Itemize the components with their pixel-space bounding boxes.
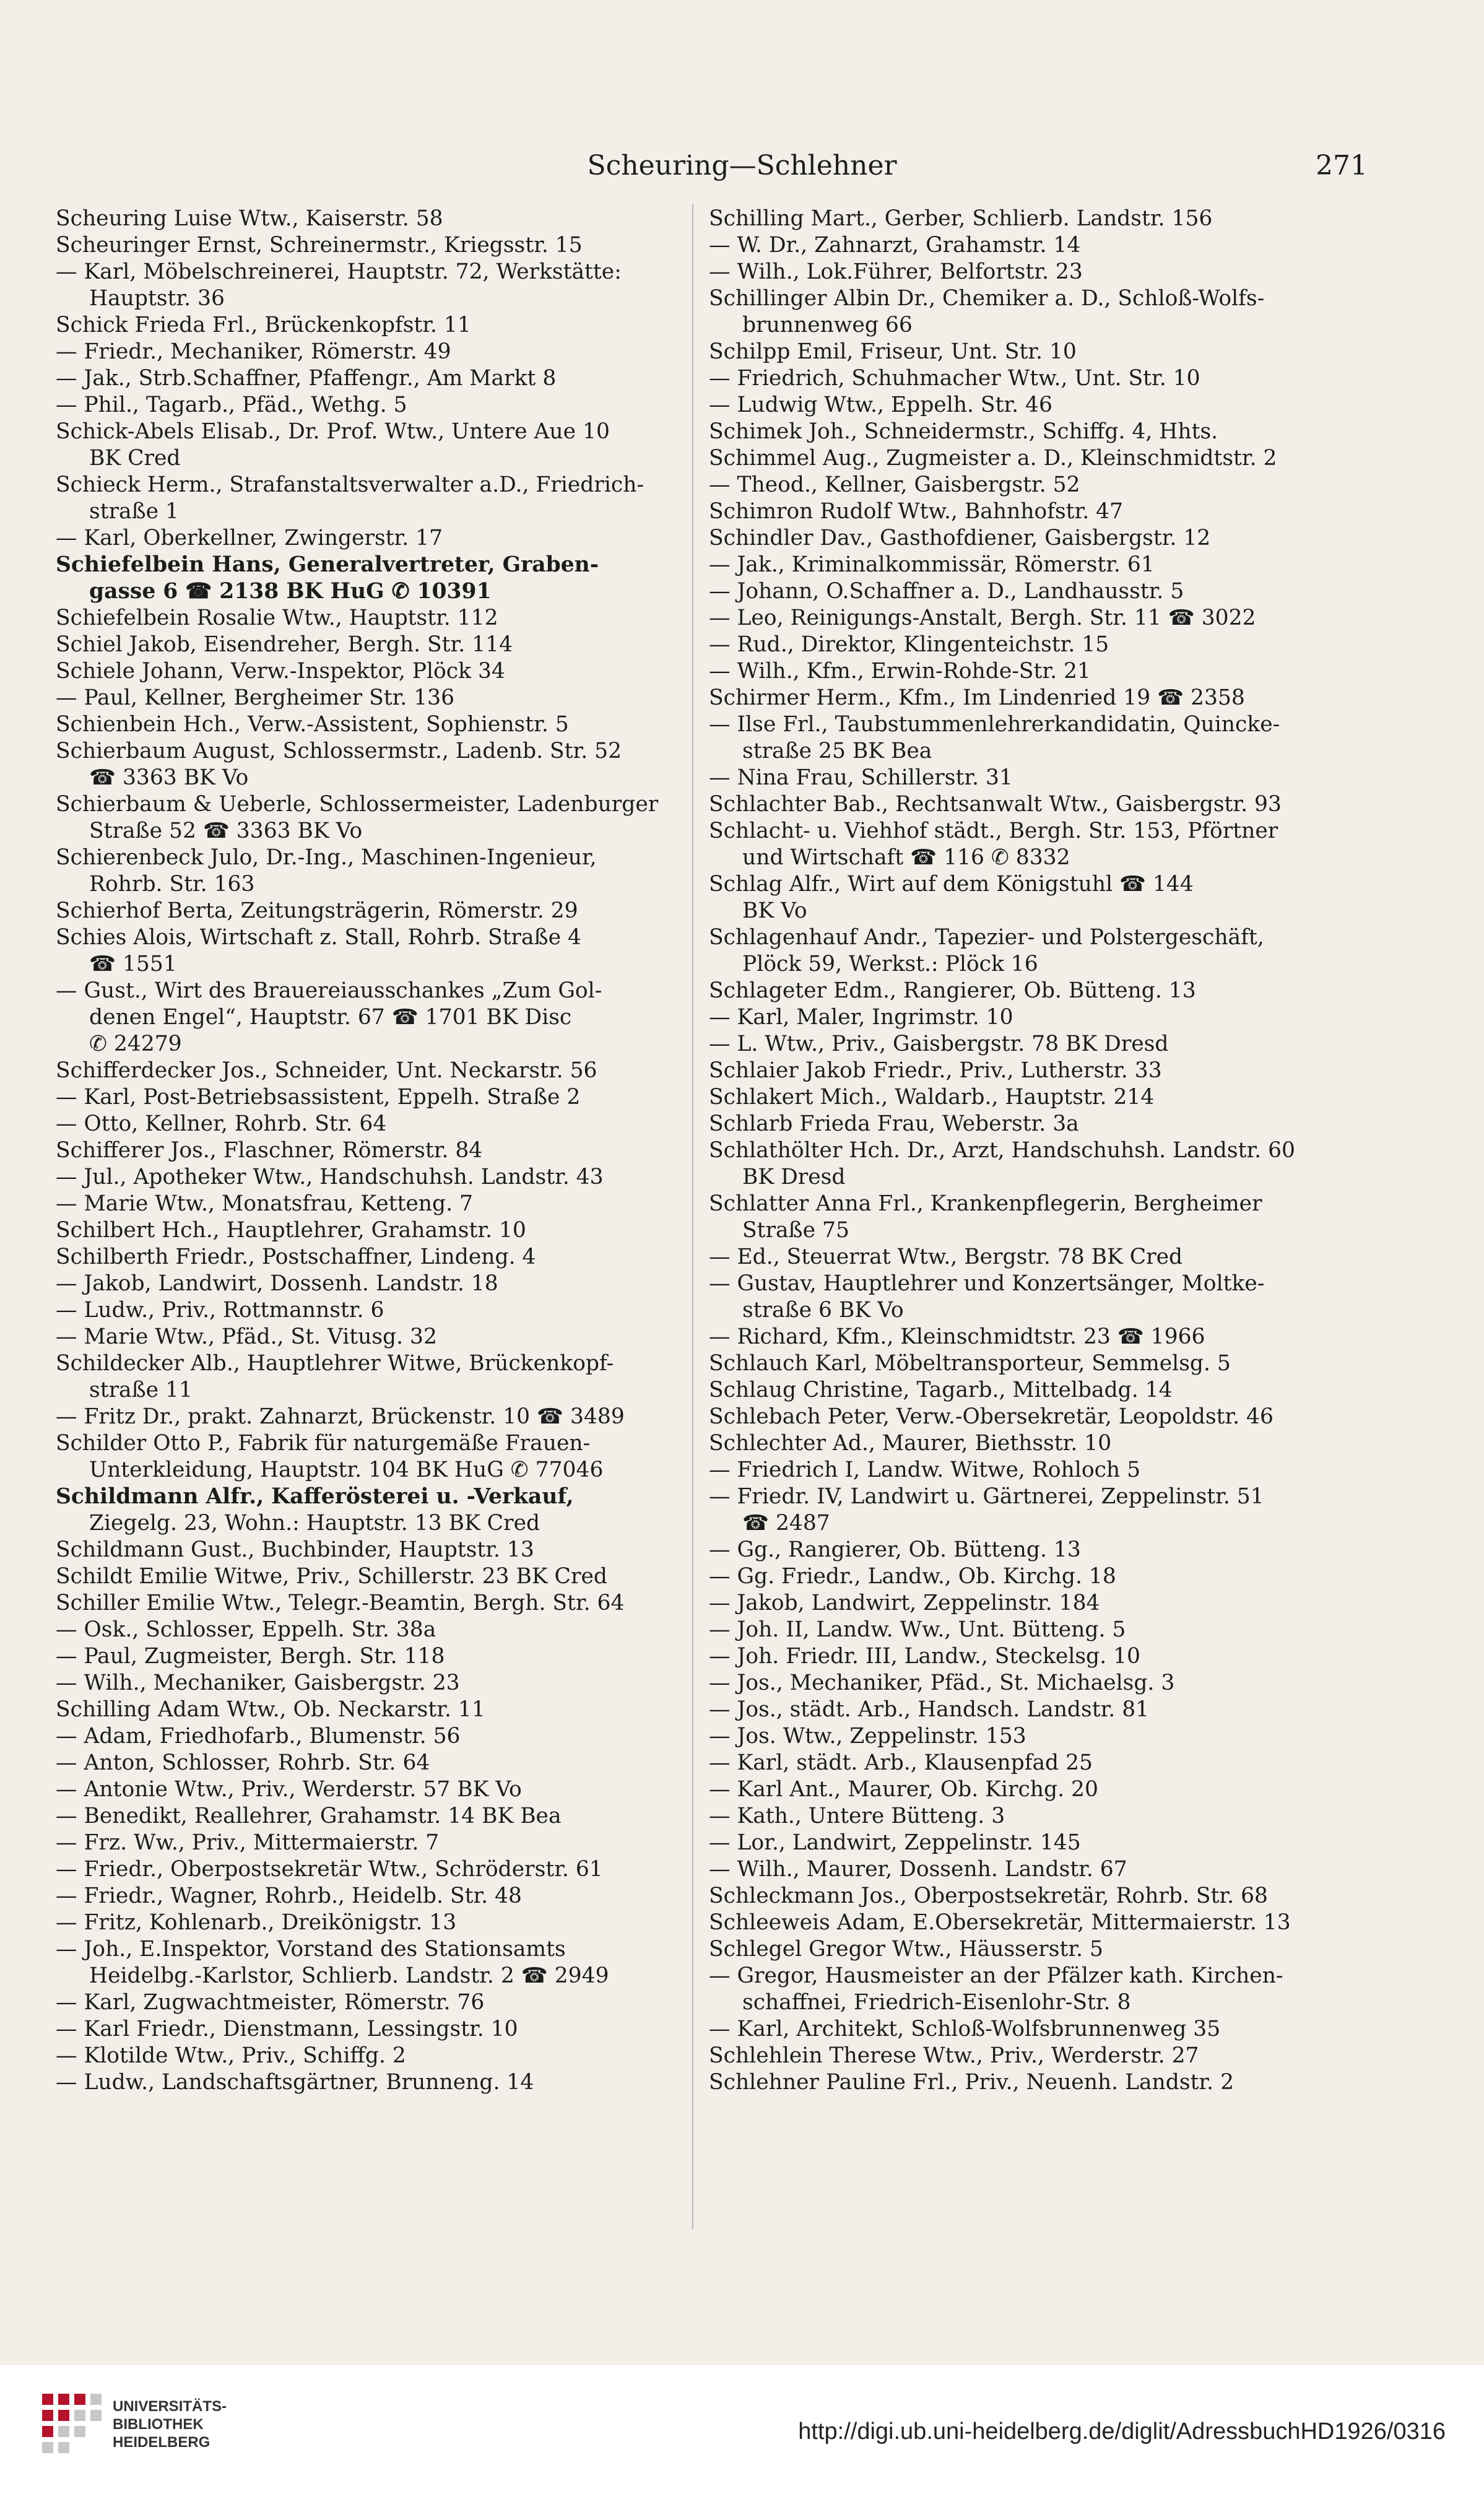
directory-entry-continuation: Heidelbg.-Karlstor, Schlierb. Landstr. 2 ☎ 2949 <box>89 1963 609 1988</box>
directory-entry: — Wilh., Mechaniker, Gaisbergstr. 23 <box>56 1671 460 1695</box>
directory-entry: Schlarb Frieda Frau, Weberstr. 3a <box>709 1111 1079 1136</box>
directory-entry: Scheuring Luise Wtw., Kaiserstr. 58 <box>56 206 443 231</box>
directory-entry: — Marie Wtw., Monatsfrau, Ketteng. 7 <box>56 1191 473 1216</box>
directory-entry: — Friedrich, Schuhmacher Wtw., Unt. Str. 10 <box>709 366 1200 391</box>
directory-entry: Schierhof Berta, Zeitungsträgerin, Römerstr. 29 <box>56 898 578 923</box>
directory-entry: Schleckmann Jos., Oberpostsekretär, Rohrb. Str. 68 <box>709 1884 1268 1908</box>
directory-entry: — Paul, Kellner, Bergheimer Str. 136 <box>56 685 455 710</box>
library-name <box>113 2397 227 2451</box>
directory-entry: Schick-Abels Elisab., Dr. Prof. Wtw., Untere Aue 10 <box>56 419 610 444</box>
directory-entry: Schimmel Aug., Zugmeister a. D., Kleinschmidtstr. 2 <box>709 446 1277 471</box>
directory-entry-continuation: straße 1 <box>89 499 180 524</box>
directory-entry: Schindler Dav., Gasthofdiener, Gaisbergstr. 12 <box>709 526 1211 550</box>
directory-entry-continuation: Hauptstr. 36 <box>89 286 225 311</box>
directory-entry: — Frz. Ww., Priv., Mittermaierstr. 7 <box>56 1830 440 1855</box>
directory-entry-continuation: ☎ 1551 <box>89 952 177 976</box>
directory-entry: — Joh. Friedr. III, Landw., Steckelsg. 10 <box>709 1644 1140 1669</box>
directory-entry-continuation: und Wirtschaft ☎ 116 ✆ 8332 <box>742 845 1070 870</box>
directory-entry: Schlakert Mich., Waldarb., Hauptstr. 214 <box>709 1085 1155 1110</box>
directory-entry: — Otto, Kellner, Rohrb. Str. 64 <box>56 1111 387 1136</box>
directory-entry: — Theod., Kellner, Gaisbergstr. 52 <box>709 472 1080 497</box>
directory-entry: — Gust., Wirt des Brauereiausschankes „Zum Gol- <box>56 978 602 1003</box>
directory-entry-continuation: Straße 52 ☎ 3363 BK Vo <box>89 819 363 843</box>
library-name-line: UNIVERSITÄTS- <box>113 2398 227 2415</box>
directory-entry-continuation: brunnenweg 66 <box>742 313 913 337</box>
library-logo-icon <box>37 2390 105 2464</box>
directory-entry: Schlechter Ad., Maurer, Biethsstr. 10 <box>709 1431 1112 1456</box>
directory-entry-continuation: gasse 6 ☎ 2138 BK HuG ✆ 10391 <box>89 579 492 604</box>
directory-entry: Schildmann Alfr., Kafferösterei u. -Verkauf, <box>56 1484 574 1509</box>
library-name-line: BIBLIOTHEK <box>113 2416 204 2433</box>
directory-entry: Schildt Emilie Witwe, Priv., Schillerstr. 23 BK Cred <box>56 1564 607 1589</box>
directory-entry-continuation: Plöck 59, Werkst.: Plöck 16 <box>742 952 1038 976</box>
directory-entry: — Richard, Kfm., Kleinschmidtstr. 23 ☎ 1966 <box>709 1324 1205 1349</box>
directory-entry: — Joh. II, Landw. Ww., Unt. Bütteng. 5 <box>709 1617 1126 1642</box>
directory-entry: Scheuringer Ernst, Schreinermstr., Kriegsstr. 15 <box>56 233 583 258</box>
directory-entry-continuation: ✆ 24279 <box>89 1032 182 1056</box>
directory-entry-continuation: BK Vo <box>742 898 807 923</box>
directory-entry: Schirmer Herm., Kfm., Im Lindenried 19 ☎ 2358 <box>709 685 1245 710</box>
directory-entry: Schlaug Christine, Tagarb., Mittelbadg. 14 <box>709 1378 1173 1402</box>
directory-entry: — Gg., Rangierer, Ob. Bütteng. 13 <box>709 1537 1081 1562</box>
directory-entry: — Ludw., Landschaftsgärtner, Brunneng. 14 <box>56 2070 534 2095</box>
directory-entry-continuation: ☎ 2487 <box>742 1511 830 1536</box>
directory-entry: — Marie Wtw., Pfäd., St. Vitusg. 32 <box>56 1324 437 1349</box>
directory-entry: Schick Frieda Frl., Brückenkopfstr. 11 <box>56 313 471 337</box>
directory-entry: — Friedr., Wagner, Rohrb., Heidelb. Str. 48 <box>56 1884 522 1908</box>
directory-entry: Schierenbeck Julo, Dr.-Ing., Maschinen-Ingenieur, <box>56 845 597 870</box>
directory-entry-continuation: ☎ 3363 BK Vo <box>89 765 249 790</box>
directory-entry: — Ludwig Wtw., Eppelh. Str. 46 <box>709 393 1052 417</box>
directory-entry: — Anton, Schlosser, Rohrb. Str. 64 <box>56 1750 430 1775</box>
directory-entry: Schlageter Edm., Rangierer, Ob. Bütteng. 13 <box>709 978 1196 1003</box>
directory-entry: Schilder Otto P., Fabrik für naturgemäße Frauen- <box>56 1431 591 1456</box>
column-divider <box>692 204 693 2229</box>
directory-entry-continuation: Straße 75 <box>742 1218 849 1243</box>
directory-entry: Schildecker Alb., Hauptlehrer Witwe, Brückenkopf- <box>56 1351 614 1376</box>
running-header: Scheuring—Schlehner <box>587 150 897 181</box>
directory-entry: — Antonie Wtw., Priv., Werderstr. 57 BK Vo <box>56 1777 522 1802</box>
directory-entry: — Jos., Mechaniker, Pfäd., St. Michaelsg. 3 <box>709 1671 1175 1695</box>
directory-entry: Schlathölter Hch. Dr., Arzt, Handschuhsh. Landstr. 60 <box>709 1138 1295 1163</box>
directory-entry-continuation: straße 25 BK Bea <box>742 739 932 763</box>
directory-entry: Schiele Johann, Verw.-Inspektor, Plöck 34 <box>56 659 505 684</box>
directory-entry: Schiefelbein Hans, Generalvertreter, Graben- <box>56 552 599 577</box>
directory-entry: Schilberth Friedr., Postschaffner, Lindeng. 4 <box>56 1245 536 1269</box>
directory-entry: — Karl, Maler, Ingrimstr. 10 <box>709 1005 1013 1030</box>
directory-entry: Schifferer Jos., Flaschner, Römerstr. 84 <box>56 1138 483 1163</box>
directory-entry-continuation: Unterkleidung, Hauptstr. 104 BK HuG ✆ 77046 <box>89 1458 604 1482</box>
directory-entry: Schlatter Anna Frl., Krankenpflegerin, Bergheimer <box>709 1191 1262 1216</box>
directory-entry: — Phil., Tagarb., Pfäd., Wethg. 5 <box>56 393 407 417</box>
directory-entry: — Wilh., Maurer, Dossenh. Landstr. 67 <box>709 1857 1127 1882</box>
directory-entry: — Jos. Wtw., Zeppelinstr. 153 <box>709 1724 1026 1749</box>
directory-entry: Schlauch Karl, Möbeltransporteur, Semmelsg. 5 <box>709 1351 1231 1376</box>
directory-entry: Schierbaum August, Schlossermstr., Ladenb. Str. 52 <box>56 739 622 763</box>
directory-entry: Schiefelbein Rosalie Wtw., Hauptstr. 112 <box>56 606 498 630</box>
directory-entry: — L. Wtw., Priv., Gaisbergstr. 78 BK Dresd <box>709 1032 1169 1056</box>
directory-entry: Schlebach Peter, Verw.-Obersekretär, Leopoldstr. 46 <box>709 1404 1274 1429</box>
directory-entry: — Benedikt, Reallehrer, Grahamstr. 14 BK Bea <box>56 1804 562 1828</box>
directory-entry-continuation: schaffnei, Friedrich-Eisenlohr-Str. 8 <box>742 1990 1131 2015</box>
page-number: 271 <box>1316 150 1368 181</box>
directory-entry: — Klotilde Wtw., Priv., Schiffg. 2 <box>56 2043 406 2068</box>
directory-entry: Schilling Adam Wtw., Ob. Neckarstr. 11 <box>56 1697 485 1722</box>
directory-entry: — Johann, O.Schaffner a. D., Landhausstr. 5 <box>709 579 1184 604</box>
directory-entry-continuation: BK Dresd <box>742 1165 846 1189</box>
directory-entry: — Gg. Friedr., Landw., Ob. Kirchg. 18 <box>709 1564 1116 1589</box>
directory-entry: — Gustav, Hauptlehrer und Konzertsänger, Moltke- <box>709 1271 1265 1296</box>
directory-entry: Schies Alois, Wirtschaft z. Stall, Rohrb. Straße 4 <box>56 925 581 950</box>
directory-entry: Schieck Herm., Strafanstaltsverwalter a.D., Friedrich- <box>56 472 644 497</box>
directory-entry: Schilpp Emil, Friseur, Unt. Str. 10 <box>709 339 1077 364</box>
directory-entry: — Joh., E.Inspektor, Vorstand des Stationsamts <box>56 1937 566 1962</box>
directory-entry: — Karl, Zugwachtmeister, Römerstr. 76 <box>56 1990 485 2015</box>
directory-entry: — Friedr., Oberpostsekretär Wtw., Schröderstr. 61 <box>56 1857 603 1882</box>
directory-entry: — Nina Frau, Schillerstr. 31 <box>709 765 1013 790</box>
directory-entry: Schilbert Hch., Hauptlehrer, Grahamstr. 10 <box>56 1218 526 1243</box>
directory-entry: — Jos., städt. Arb., Handsch. Landstr. 81 <box>709 1697 1150 1722</box>
directory-entry: — Lor., Landwirt, Zeppelinstr. 145 <box>709 1830 1081 1855</box>
directory-entry-continuation: Ziegelg. 23, Wohn.: Hauptstr. 13 BK Cred <box>89 1511 540 1536</box>
directory-entry: — Rud., Direktor, Klingenteichstr. 15 <box>709 632 1109 657</box>
directory-entry: — Ludw., Priv., Rottmannstr. 6 <box>56 1298 384 1323</box>
directory-entry-continuation: straße 11 <box>89 1378 193 1402</box>
directory-entry: — Jak., Strb.Schaffner, Pfaffengr., Am Markt 8 <box>56 366 557 391</box>
directory-entry: — Jakob, Landwirt, Dossenh. Landstr. 18 <box>56 1271 498 1296</box>
directory-entry: Schifferdecker Jos., Schneider, Unt. Neckarstr. 56 <box>56 1058 597 1083</box>
directory-entry: — Karl Ant., Maurer, Ob. Kirchg. 20 <box>709 1777 1098 1802</box>
directory-entry: — Kath., Untere Bütteng. 3 <box>709 1804 1005 1828</box>
directory-entry: — Fritz Dr., prakt. Zahnarzt, Brückenstr. 10 ☎ 3489 <box>56 1404 625 1429</box>
right-column <box>709 206 1347 2236</box>
directory-entry-continuation: BK Cred <box>89 446 181 471</box>
directory-entry: — Jakob, Landwirt, Zeppelinstr. 184 <box>709 1591 1100 1615</box>
directory-entry: Schildmann Gust., Buchbinder, Hauptstr. 13 <box>56 1537 534 1562</box>
directory-entry: Schilling Mart., Gerber, Schlierb. Landstr. 156 <box>709 206 1213 231</box>
directory-entry: — Osk., Schlosser, Eppelh. Str. 38a <box>56 1617 436 1642</box>
directory-entry: — W. Dr., Zahnarzt, Grahamstr. 14 <box>709 233 1081 258</box>
directory-entry: Schillinger Albin Dr., Chemiker a. D., Schloß-Wolfs- <box>709 286 1265 311</box>
directory-entry: — Friedrich I, Landw. Witwe, Rohloch 5 <box>709 1458 1141 1482</box>
directory-entry: — Karl, städt. Arb., Klausenpfad 25 <box>709 1750 1093 1775</box>
directory-entry: — Wilh., Kfm., Erwin-Rohde-Str. 21 <box>709 659 1091 684</box>
directory-entry: Schierbaum & Ueberle, Schlossermeister, Ladenburger <box>56 792 659 817</box>
directory-entry: — Paul, Zugmeister, Bergh. Str. 118 <box>56 1644 445 1669</box>
directory-entry: Schiller Emilie Wtw., Telegr.-Beamtin, Bergh. Str. 64 <box>56 1591 625 1615</box>
directory-entry: — Ed., Steuerrat Wtw., Bergstr. 78 BK Cred <box>709 1245 1183 1269</box>
footer-bar <box>0 2365 1484 2499</box>
directory-entry: Schiel Jakob, Eisendreher, Bergh. Str. 114 <box>56 632 513 657</box>
directory-entry: — Gregor, Hausmeister an der Pfälzer kath. Kirchen- <box>709 1963 1283 1988</box>
directory-entry: Schimek Joh., Schneidermstr., Schiffg. 4, Hhts. <box>709 419 1218 444</box>
directory-entry: — Karl, Architekt, Schloß-Wolfsbrunnenweg 35 <box>709 2017 1221 2041</box>
directory-entry-continuation: straße 6 BK Vo <box>742 1298 904 1323</box>
directory-entry: — Karl Friedr., Dienstmann, Lessingstr. 10 <box>56 2017 518 2041</box>
directory-entry-continuation: Rohrb. Str. 163 <box>89 872 255 897</box>
directory-entry: — Wilh., Lok.Führer, Belfortstr. 23 <box>709 259 1083 284</box>
directory-entry: Schlaier Jakob Friedr., Priv., Lutherstr. 33 <box>709 1058 1162 1083</box>
directory-entry: — Karl, Möbelschreinerei, Hauptstr. 72, Werkstätte: <box>56 259 622 284</box>
directory-entry: Schleeweis Adam, E.Obersekretär, Mittermaierstr. 13 <box>709 1910 1291 1935</box>
directory-entry: — Karl, Oberkellner, Zwingerstr. 17 <box>56 526 443 550</box>
directory-entry: Schlehlein Therese Wtw., Priv., Werderstr. 27 <box>709 2043 1199 2068</box>
directory-entry: Schlachter Bab., Rechtsanwalt Wtw., Gaisbergstr. 93 <box>709 792 1282 817</box>
directory-entry: Schienbein Hch., Verw.-Assistent, Sophienstr. 5 <box>56 712 569 737</box>
directory-entry: — Friedr., Mechaniker, Römerstr. 49 <box>56 339 451 364</box>
source-url-link[interactable]: http://digi.ub.uni-heidelberg.de/diglit/AdressbuchHD1926/0316 <box>798 2419 1446 2445</box>
directory-entry: — Jak., Kriminalkommissär, Römerstr. 61 <box>709 552 1155 577</box>
directory-entry: — Ilse Frl., Taubstummenlehrerkandidatin, Quincke- <box>709 712 1280 737</box>
directory-entry: — Leo, Reinigungs-Anstalt, Bergh. Str. 11 ☎ 3022 <box>709 606 1256 630</box>
directory-entry: — Friedr. IV, Landwirt u. Gärtnerei, Zeppelinstr. 51 <box>709 1484 1264 1509</box>
directory-entry: Schimron Rudolf Wtw., Bahnhofstr. 47 <box>709 499 1124 524</box>
directory-entry: Schlacht- u. Viehhof städt., Bergh. Str. 153, Pförtner <box>709 819 1278 843</box>
directory-entry: Schlagenhauf Andr., Tapezier- und Polstergeschäft, <box>709 925 1264 950</box>
directory-entry: Schlag Alfr., Wirt auf dem Königstuhl ☎ 144 <box>709 872 1194 897</box>
library-name-line: HEIDELBERG <box>113 2434 210 2451</box>
directory-entry: Schlehner Pauline Frl., Priv., Neuenh. Landstr. 2 <box>709 2070 1234 2095</box>
directory-entry: Schlegel Gregor Wtw., Häusserstr. 5 <box>709 1937 1103 1962</box>
directory-entry: — Fritz, Kohlenarb., Dreikönigstr. 13 <box>56 1910 457 1935</box>
left-column <box>56 206 693 2236</box>
directory-entry: — Karl, Post-Betriebsassistent, Eppelh. Straße 2 <box>56 1085 581 1110</box>
directory-entry-continuation: denen Engel“, Hauptstr. 67 ☎ 1701 BK Disc <box>89 1005 572 1030</box>
directory-entry: — Jul., Apotheker Wtw., Handschuhsh. Landstr. 43 <box>56 1165 604 1189</box>
directory-entry: — Adam, Friedhofarb., Blumenstr. 56 <box>56 1724 461 1749</box>
